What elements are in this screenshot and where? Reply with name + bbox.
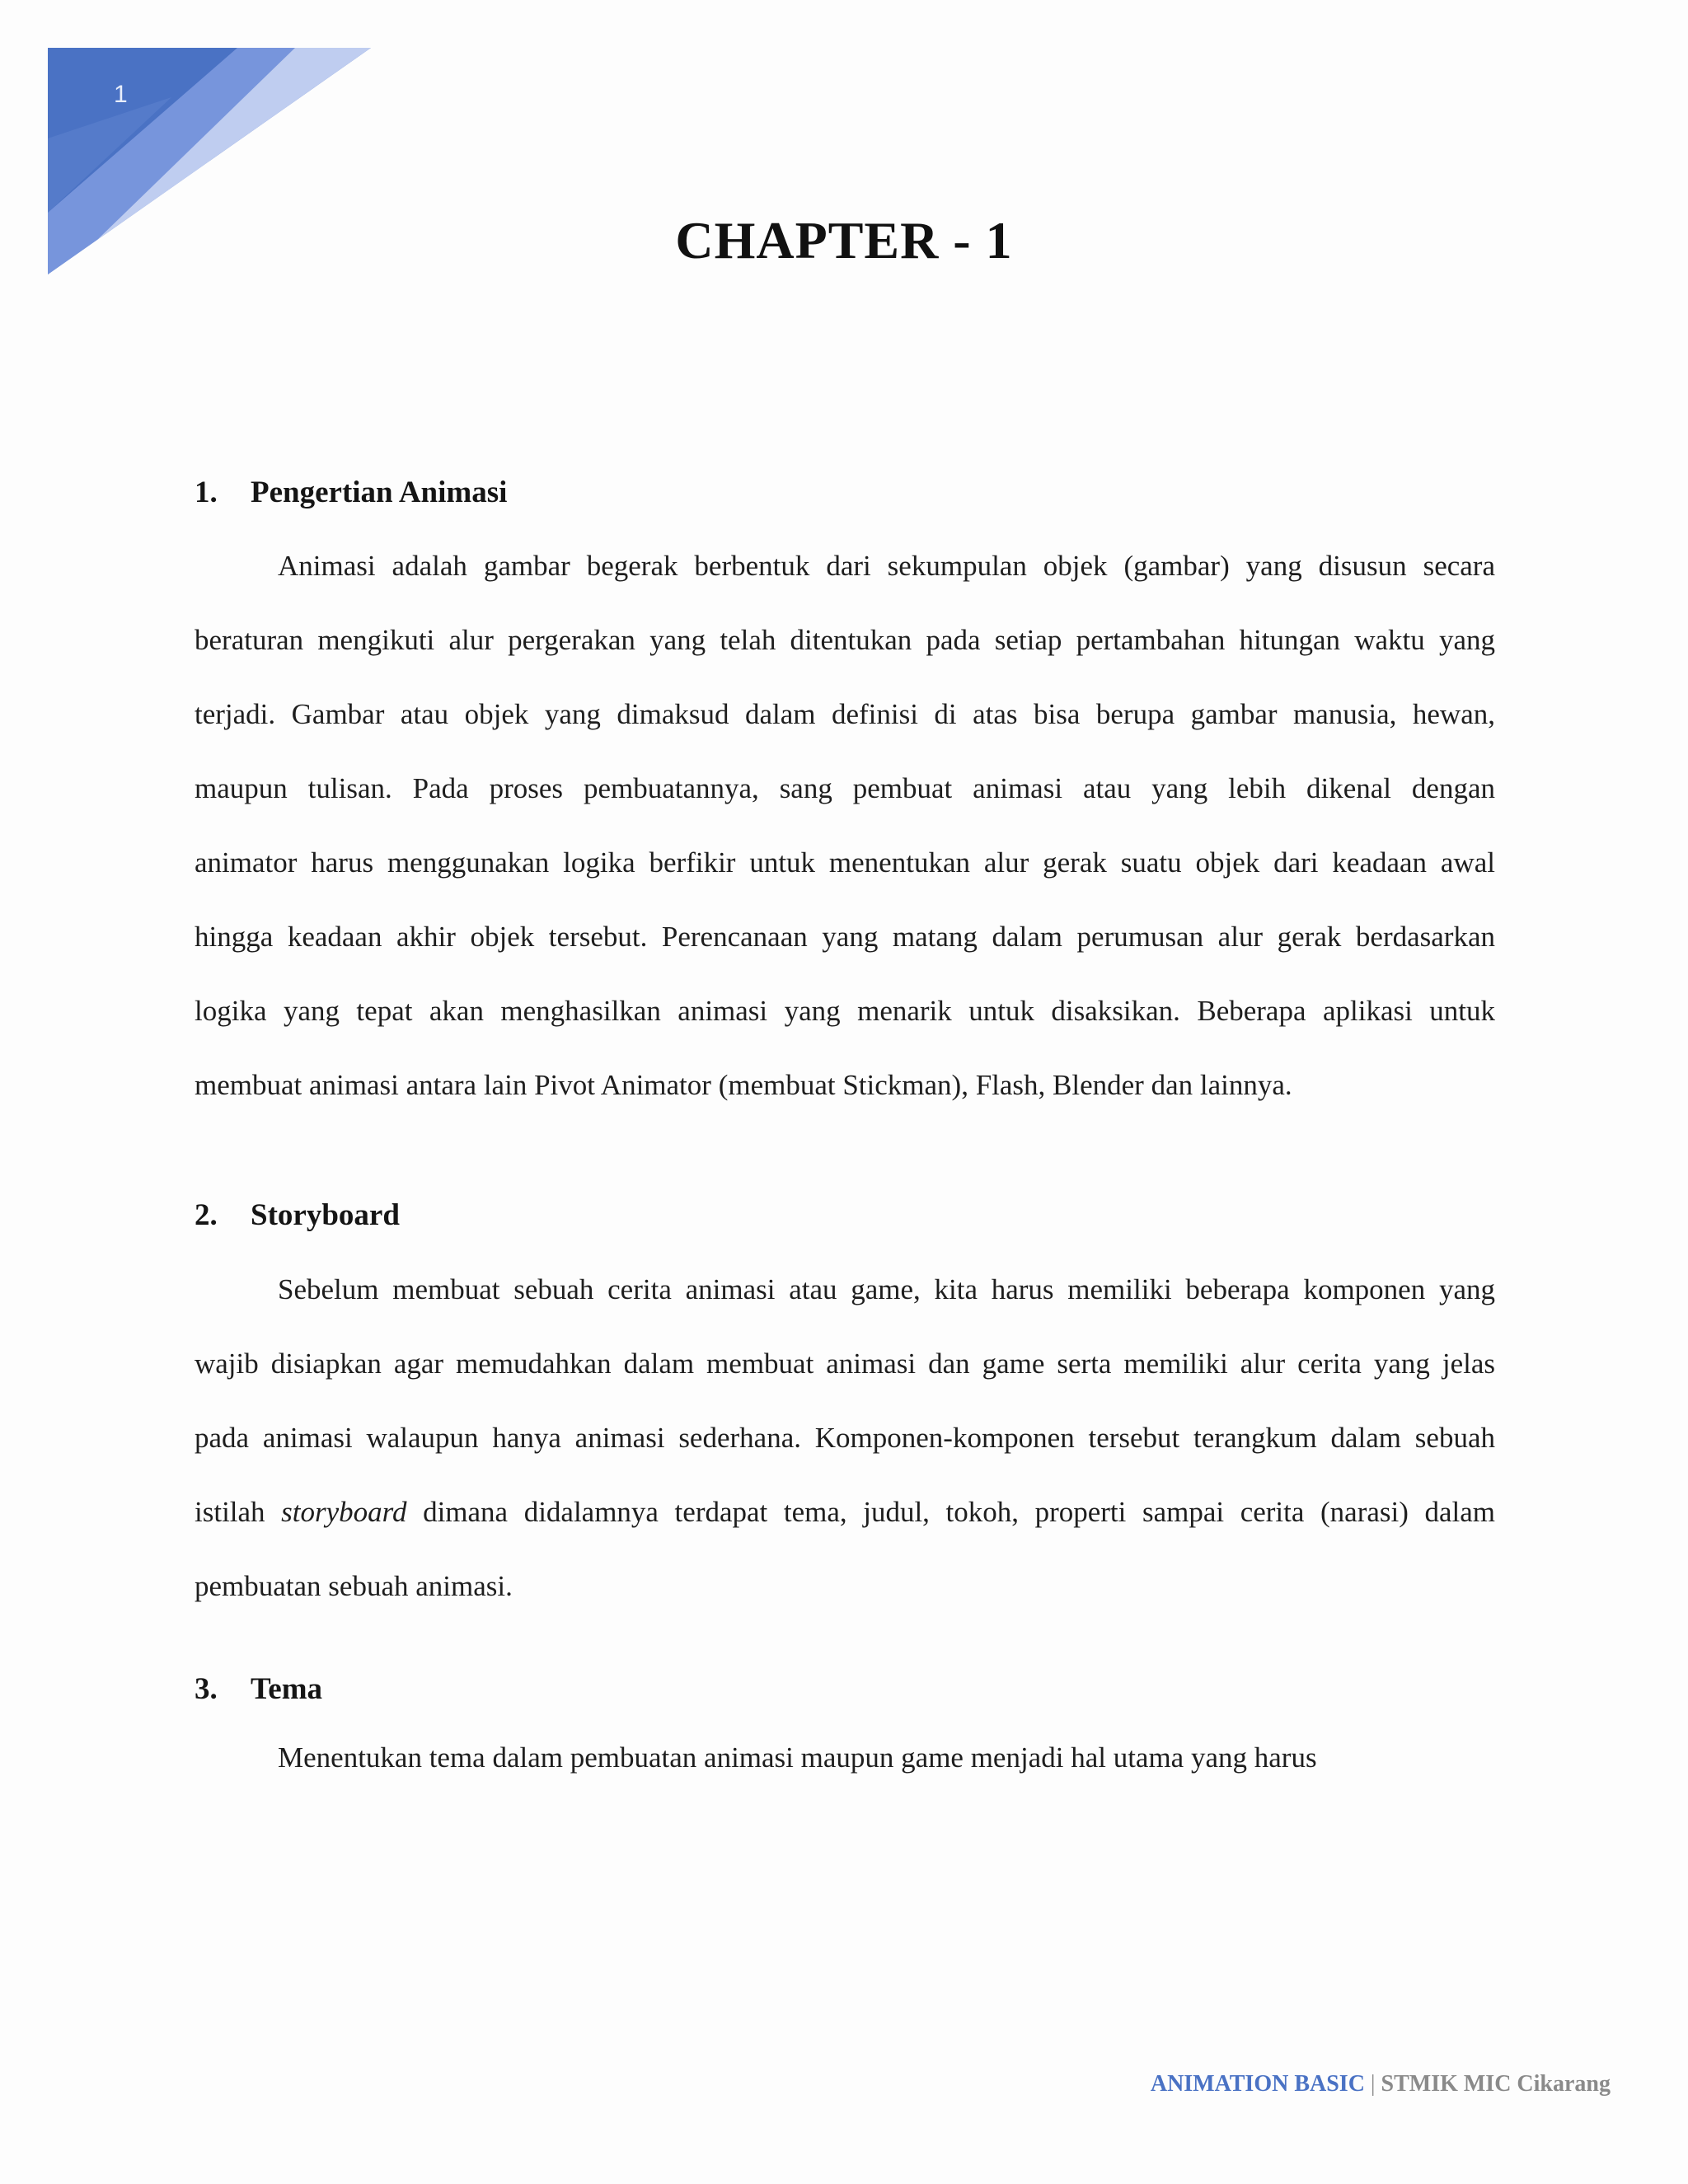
text-line: pada animasi walaupun hanya animasi sederhana. Komponen-komponen tersebut terangkum dalam sebuah — [195, 1422, 1495, 1454]
text-line: pembuatan sebuah animasi. — [195, 1570, 513, 1602]
text-segment: istilah — [195, 1496, 265, 1528]
text-line: wajib disiapkan agar memudahkan dalam membuat animasi dan game serta memiliki alur cerita yang jelas — [195, 1347, 1495, 1380]
text-line — [195, 1475, 1495, 1549]
page-number: 1 — [114, 81, 128, 108]
text-line: hingga keadaan akhir objek tersebut. Perencanaan yang matang dalam perumusan alur gerak berdasarkan — [195, 921, 1495, 953]
text-line: maupun tulisan. Pada proses pembuatannya, sang pembuat animasi atau yang lebih dikenal dengan — [195, 772, 1495, 804]
footer-brand: ANIMATION BASIC — [1150, 2071, 1365, 2097]
section-number: 1. — [195, 476, 218, 509]
paragraph-tema — [195, 1721, 1495, 1795]
footer-school: STMIK MIC Cikarang — [1381, 2071, 1611, 2097]
text-line: animator harus menggunakan logika berfikir untuk menentukan alur gerak suatu objek dari keadaan awal — [195, 846, 1495, 879]
section-title: Storyboard — [251, 1198, 400, 1232]
section-number: 3. — [195, 1672, 218, 1706]
text-line: logika yang tepat akan menghasilkan animasi yang menarik untuk disaksikan. Beberapa aplikasi untuk — [195, 995, 1495, 1027]
text-line: terjadi. Gambar atau objek yang dimaksud dalam definisi di atas bisa berupa gambar manusia, hewan, — [195, 698, 1495, 730]
section-number: 2. — [195, 1198, 218, 1232]
chapter-title: CHAPTER - 1 — [675, 211, 1013, 269]
section-title: Pengertian Animasi — [251, 476, 508, 509]
footer-separator: | — [1370, 2071, 1376, 2097]
paragraph-storyboard — [195, 1253, 1495, 1624]
section-heading-2 — [195, 1197, 400, 1233]
section-heading-3 — [195, 1671, 322, 1707]
text-line: membuat animasi antara lain Pivot Animator (membuat Stickman), Flash, Blender dan lainnya. — [195, 1069, 1292, 1101]
text-line: Animasi adalah gambar begerak berbentuk dari sekumpulan objek (gambar) yang disusun secara — [278, 550, 1495, 582]
text-segment: dimana didalamnya terdapat tema, judul, tokoh, properti sampai cerita (narasi) dalam — [423, 1496, 1495, 1528]
text-line: Menentukan tema dalam pembuatan animasi maupun game menjadi hal utama yang harus — [278, 1741, 1317, 1774]
text-line: Sebelum membuat sebuah cerita animasi atau game, kita harus memiliki beberapa komponen yang — [278, 1273, 1495, 1305]
italic-term-storyboard: storyboard — [281, 1496, 407, 1528]
page-footer — [1151, 2071, 1611, 2097]
text-line: beraturan mengikuti alur pergerakan yang telah ditentukan pada setiap pertambahan hitungan waktu yang — [195, 624, 1495, 656]
paragraph-pengertian-animasi — [195, 529, 1495, 1122]
section-heading-1 — [195, 475, 507, 510]
section-title: Tema — [251, 1672, 323, 1706]
